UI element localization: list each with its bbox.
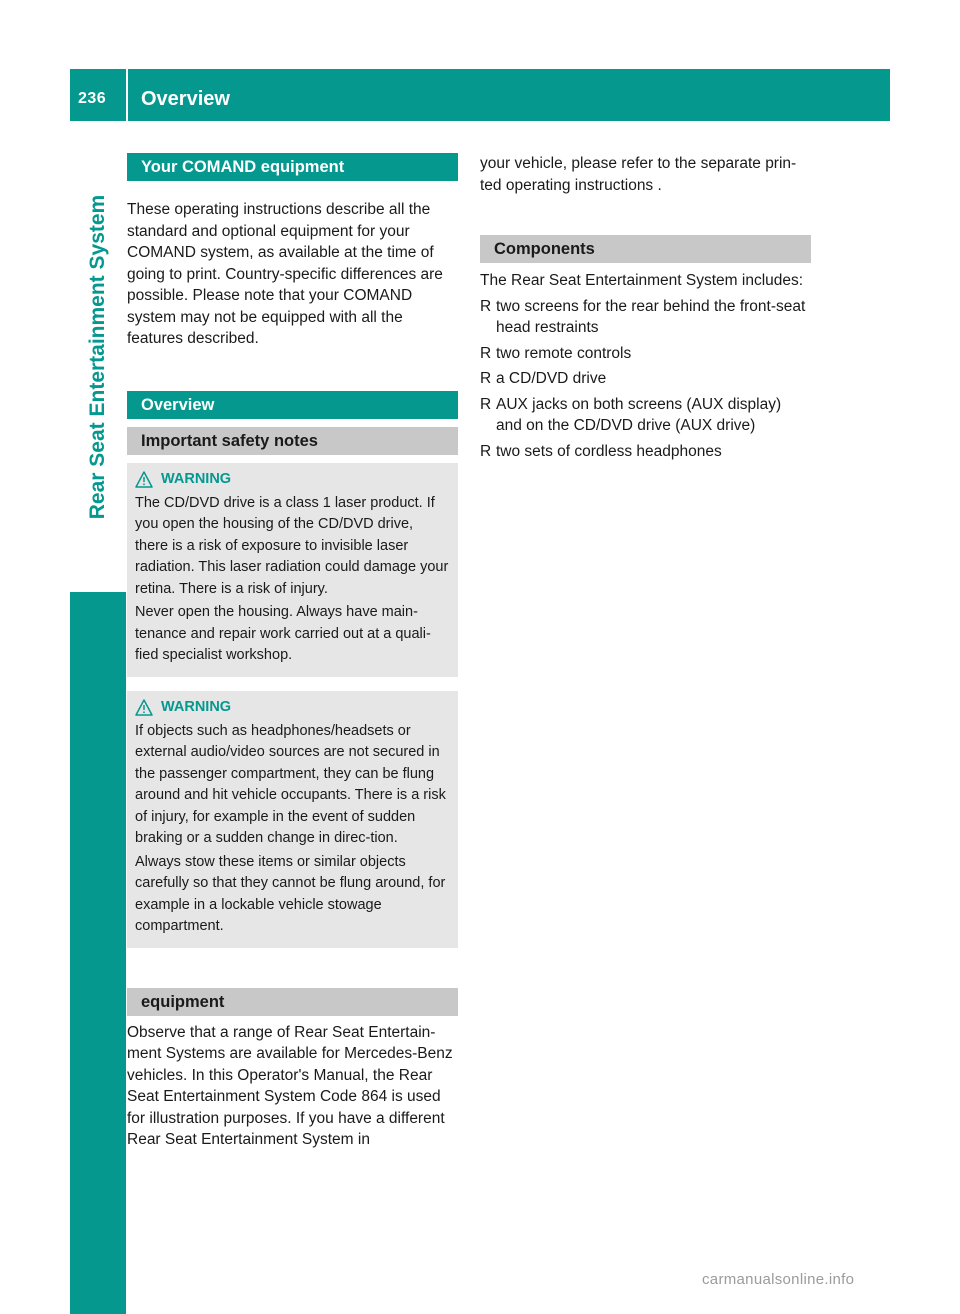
side-tab-label: Rear Seat Entertainment System xyxy=(86,194,109,520)
list-item: R two screens for the rear behind the front-seat head restraints xyxy=(480,296,811,339)
equipment-heading: equipment xyxy=(127,988,458,1016)
page-number: 236 xyxy=(78,90,107,107)
safety-notes-heading: Important safety notes xyxy=(127,427,458,455)
side-tab-block xyxy=(70,592,126,1314)
warning-header xyxy=(135,469,450,491)
overview-heading: Overview xyxy=(127,391,458,419)
warning-title: WARNING xyxy=(161,470,232,487)
list-item: R two sets of cordless headphones xyxy=(480,441,811,463)
list-item: R two remote controls xyxy=(480,343,811,365)
warning-triangle-icon xyxy=(135,699,153,716)
page-title: Overview xyxy=(141,88,230,110)
left-column xyxy=(127,153,458,1151)
equipment-section-heading: Your COMAND equipment xyxy=(127,153,458,181)
components-heading: Components xyxy=(480,235,811,263)
watermark: carmanualsonline.info xyxy=(702,1271,855,1288)
warning-text: If objects such as headphones/headsets or external audio/video sources are not secured in the passenger compartment, they can be flung around and hit vehicle occupants. There is a risk of injury, for example in the event of sudden braking or a sudden change in direc-tion. xyxy=(135,722,446,846)
header-divider xyxy=(126,69,128,121)
components-intro: The Rear Seat Entertainment System includes: xyxy=(480,272,804,289)
equipment-paragraph: These operating instructions describe all the standard and optional equipment for your COMAND system, as available at the time of going to print. Country-specific differences are possible. Please note that your COMAND system may not be equipped with all the features described. xyxy=(127,201,443,347)
warning-box-objects xyxy=(127,691,458,948)
warning-header xyxy=(135,697,450,719)
warning-triangle-icon xyxy=(135,471,153,488)
side-tab xyxy=(70,122,126,592)
equipment-body: Observe that a range of Rear Seat Entertain-ment Systems are available for Mercedes-Benz vehicles. In this Operator's Manual, the Rear Seat Entertainment System Code 864 is used for illustration purposes. If you have a different Rear Seat Entertainment System in xyxy=(127,1023,453,1148)
warning-title: WARNING xyxy=(161,698,232,715)
warning-text: Always stow these items or similar objects carefully so that they cannot be flung around, for example in a lockable vehicle stowage compartment. xyxy=(135,853,446,934)
right-column xyxy=(480,153,811,462)
continued-paragraph: your vehicle, please refer to the separate prin-ted operating instructions . xyxy=(480,155,797,194)
warning-box-laser xyxy=(127,463,458,677)
warning-text: Never open the housing. Always have main-tenance and repair work carried out at a quali-fied specialist workshop. xyxy=(135,604,431,663)
list-item: R a CD/DVD drive xyxy=(480,368,811,390)
warning-text: The CD/DVD drive is a class 1 laser product. If you open the housing of the CD/DVD drive, there is a risk of exposure to invisible laser radiation. This laser radiation could damage your retina. There is a risk of injury. xyxy=(135,494,449,597)
components-list xyxy=(480,296,811,463)
list-item: R AUX jacks on both screens (AUX display) and on the CD/DVD drive (AUX drive) xyxy=(480,394,811,437)
